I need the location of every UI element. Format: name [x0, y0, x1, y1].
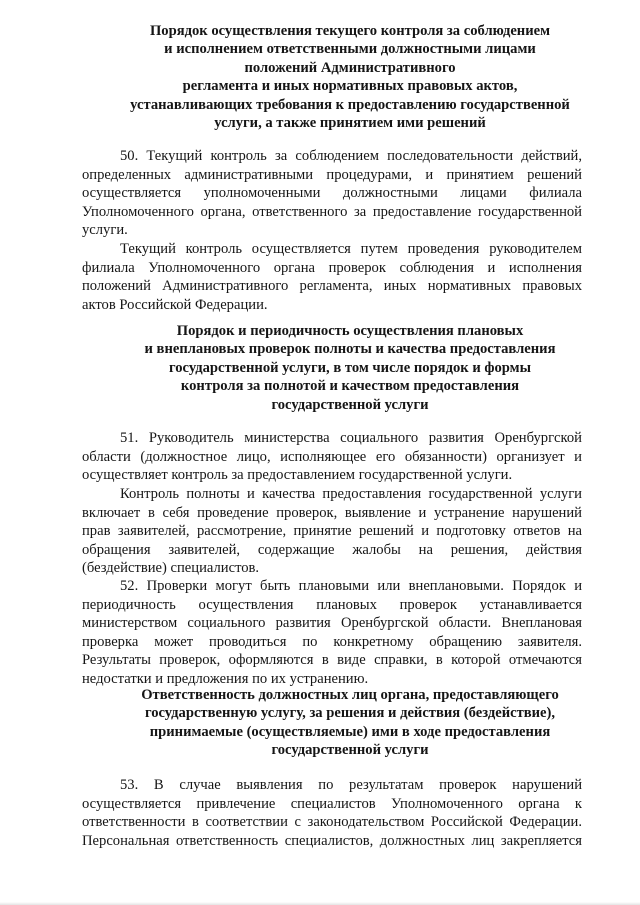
- section-heading-inspections: [80, 322, 620, 414]
- text-line: прав заявителей, рассмотрение, принятие решений и подготовку ответов на: [82, 523, 582, 539]
- heading-line: Порядок и периодичность осуществления плановых: [176, 323, 524, 339]
- text-line: осуществляется привлечение специалистов Уполномоченного органа к: [82, 795, 582, 812]
- heading-line: принимаемые (осуществляемые) ими в ходе предоставления: [149, 723, 551, 740]
- heading-line: положений Административного: [244, 59, 456, 76]
- heading-line: услуги, а также принятием ими решений: [214, 115, 486, 132]
- text-line: периодичность осуществления плановых проверок устанавливается: [82, 596, 582, 613]
- text-line: обращения заявителей, содержащие жалобы на решения, действия: [82, 541, 582, 558]
- heading-line: устанавливающих требования к предоставлению государственной: [130, 96, 570, 113]
- text-line: положений Административного регламента, иных нормативных правовых: [82, 278, 582, 294]
- paragraph-50-current-control: [82, 240, 582, 314]
- text-line: 51. Руководитель министерства социального развития Оренбургской: [120, 430, 582, 446]
- section-heading-responsibility: [80, 686, 620, 760]
- heading-line: Порядок осуществления текущего контроля за соблюдением: [149, 23, 551, 39]
- heading-line: государственную услугу, за решения и действия (бездействие),: [144, 705, 556, 722]
- text-line: министерством социального развития Оренбургской области. Внеплановая: [82, 615, 582, 631]
- text-line: услуги.: [82, 222, 128, 238]
- paragraph-53: [82, 776, 582, 850]
- text-line: ответственности в соответствии с законодательством Российской Федерации.: [82, 814, 582, 830]
- paragraph-50: [82, 147, 582, 240]
- text-line: филиала Уполномоченного органа проверок соблюдения и исполнения: [82, 259, 582, 276]
- heading-line: государственной услуги, в том числе порядок и формы: [168, 359, 531, 376]
- text-line: области (должностное лицо, исполняющее его обязанности) организует и: [82, 448, 582, 465]
- heading-line: и внеплановых проверок полноты и качества предоставления: [144, 341, 556, 358]
- heading-line: контроля за полнотой и качеством предоставления: [180, 378, 520, 395]
- section-heading-current-control: [80, 22, 620, 132]
- text-line: Персональная ответственность специалистов, должностных лиц закрепляется: [82, 832, 582, 849]
- heading-line: государственной услуги: [271, 396, 429, 413]
- text-line: 50. Текущий контроль за соблюдением последовательности действий,: [120, 148, 582, 164]
- text-line: Контроль полноты и качества предоставления государственной услуги: [120, 486, 582, 502]
- text-line: (бездействие) специалистов.: [82, 560, 260, 576]
- text-line: определенных административными процедурами, и принятием решений: [82, 166, 582, 183]
- text-line: недостатки и предложения по их устранению.: [82, 670, 369, 687]
- text-line: 53. В случае выявления по результатам проверок нарушений: [120, 777, 582, 793]
- text-line: проверка может проводиться по конкретному обращению заявителя.: [82, 633, 582, 650]
- heading-line: Ответственность должностных лиц органа, предоставляющего: [141, 687, 559, 703]
- heading-line: и исполнением ответственными должностными лицами: [164, 41, 536, 58]
- text-line: Результаты проверок, оформляются в виде справки, в которой отмечаются: [82, 652, 582, 668]
- paragraph-51-quality-control: [82, 485, 582, 578]
- heading-line: регламента и иных нормативных правовых актов,: [182, 78, 518, 95]
- text-line: 52. Проверки могут быть плановыми или внеплановыми. Порядок и: [120, 578, 582, 594]
- text-line: Текущий контроль осуществляется путем проведения руководителем: [120, 241, 582, 257]
- paragraph-52: [82, 577, 582, 688]
- paragraph-51: [82, 429, 582, 485]
- text-line: Уполномоченного органа, ответственного за предоставление государственной: [82, 203, 582, 220]
- text-line: включает в себя проведение проверок, выявление и устранение нарушений: [82, 504, 582, 521]
- text-line: осуществляет контроль за предоставлением государственной услуги.: [82, 467, 513, 483]
- text-line: актов Российской Федерации.: [82, 296, 268, 313]
- heading-line: государственной услуги: [271, 742, 429, 759]
- text-line: осуществляется уполномоченными должностными лицами филиала: [82, 185, 582, 201]
